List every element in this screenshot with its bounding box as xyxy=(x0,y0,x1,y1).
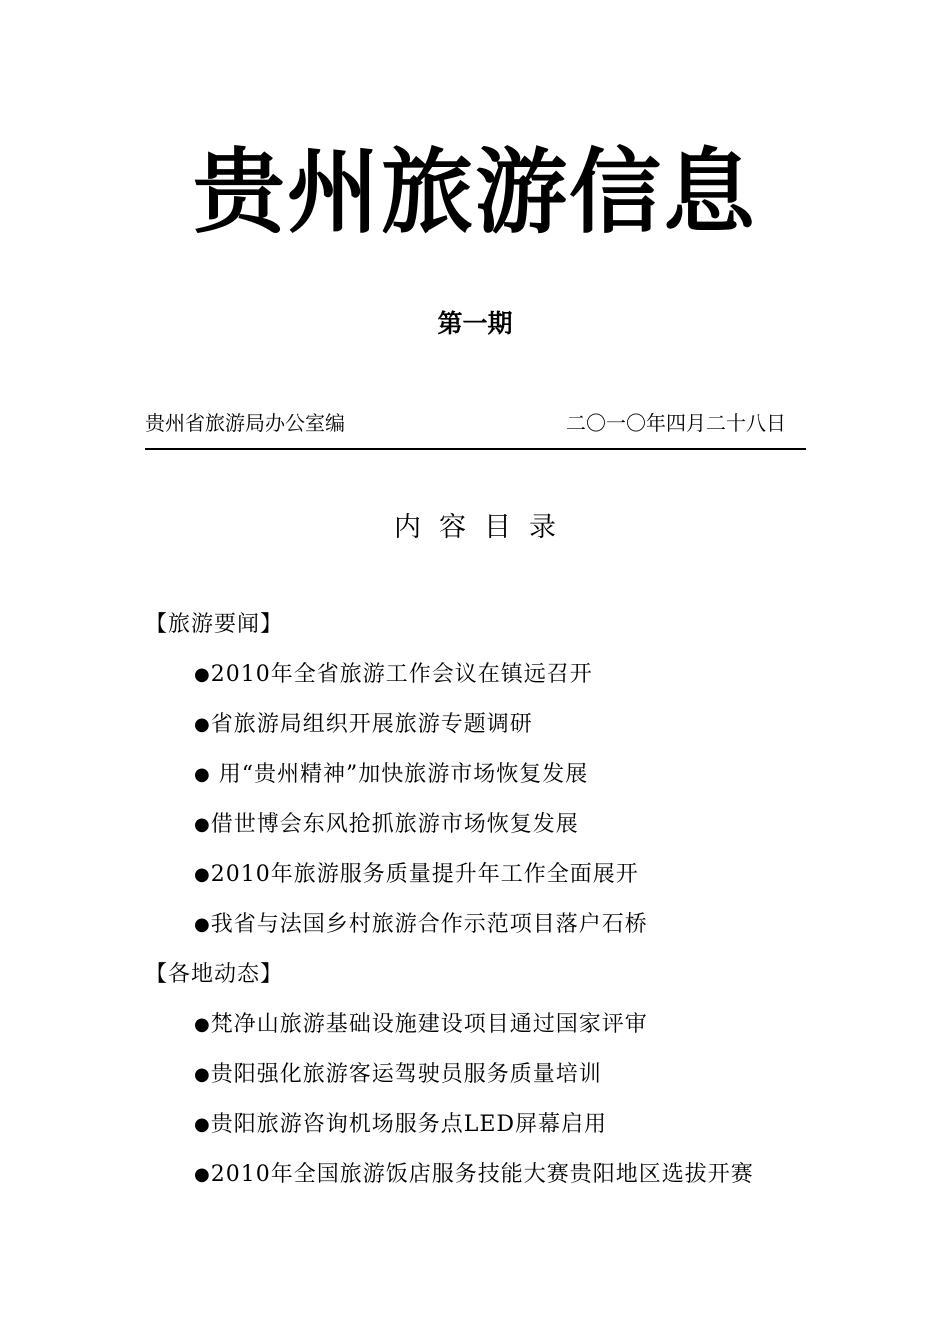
toc-entry-text: 我省与法国乡村旅游合作示范项目落户石桥 xyxy=(210,912,648,937)
toc-entry xyxy=(194,855,639,895)
toc-entry-text: 2010年旅游服务质量提升年工作全面展开 xyxy=(210,862,639,887)
issue-number: 第一期 xyxy=(437,309,513,338)
bullet-icon: ● xyxy=(194,1014,211,1035)
toc-entry-text: 梵净山旅游基础设施建设项目通过国家评审 xyxy=(210,1012,648,1037)
bullet-icon: ● xyxy=(194,1164,211,1185)
toc-entry xyxy=(194,805,579,845)
bullet-icon: ● xyxy=(194,814,211,835)
bullet-icon: ● xyxy=(194,914,211,935)
toc-entry xyxy=(194,705,533,745)
toc-entry xyxy=(194,1055,602,1095)
toc-entry-text: 2010年全国旅游饭店服务技能大赛贵阳地区选拔开赛 xyxy=(210,1162,754,1187)
bullet-icon: ● xyxy=(194,1114,211,1135)
toc-entry xyxy=(194,1105,607,1145)
toc-entry-text: 借世博会东风抢抓旅游市场恢复发展 xyxy=(210,812,579,837)
toc-entry-text: 用“贵州精神”加快旅游市场恢复发展 xyxy=(210,762,589,787)
toc-section-heading: 【各地动态】 xyxy=(145,962,284,987)
toc-entry xyxy=(194,905,648,945)
toc-entry-text: 贵阳强化旅游客运驾驶员服务质量培训 xyxy=(210,1062,602,1087)
document-title: 贵州旅游信息 xyxy=(192,139,757,246)
bullet-icon: ● xyxy=(194,714,211,735)
publication-date: 二〇一〇年四月二十八日 xyxy=(566,411,786,435)
toc-section-heading: 【旅游要闻】 xyxy=(145,612,284,637)
toc-entry xyxy=(194,1155,754,1195)
editor-line: 贵州省旅游局办公室编 xyxy=(145,411,345,435)
toc-entry xyxy=(194,655,593,695)
toc-entry-text: 2010年全省旅游工作会议在镇远召开 xyxy=(210,662,593,687)
toc-entry-text: 省旅游局组织开展旅游专题调研 xyxy=(210,712,533,737)
bullet-icon: ● xyxy=(194,664,211,685)
bullet-icon: ● xyxy=(194,764,211,785)
toc-heading: 内容目录 xyxy=(394,512,574,543)
bullet-icon: ● xyxy=(194,1064,211,1085)
header-divider xyxy=(145,448,806,450)
toc-entry-text: 贵阳旅游咨询机场服务点LED屏幕启用 xyxy=(210,1112,608,1137)
toc-entry xyxy=(194,1005,648,1045)
toc-entry xyxy=(194,755,588,795)
bullet-icon: ● xyxy=(194,864,211,885)
